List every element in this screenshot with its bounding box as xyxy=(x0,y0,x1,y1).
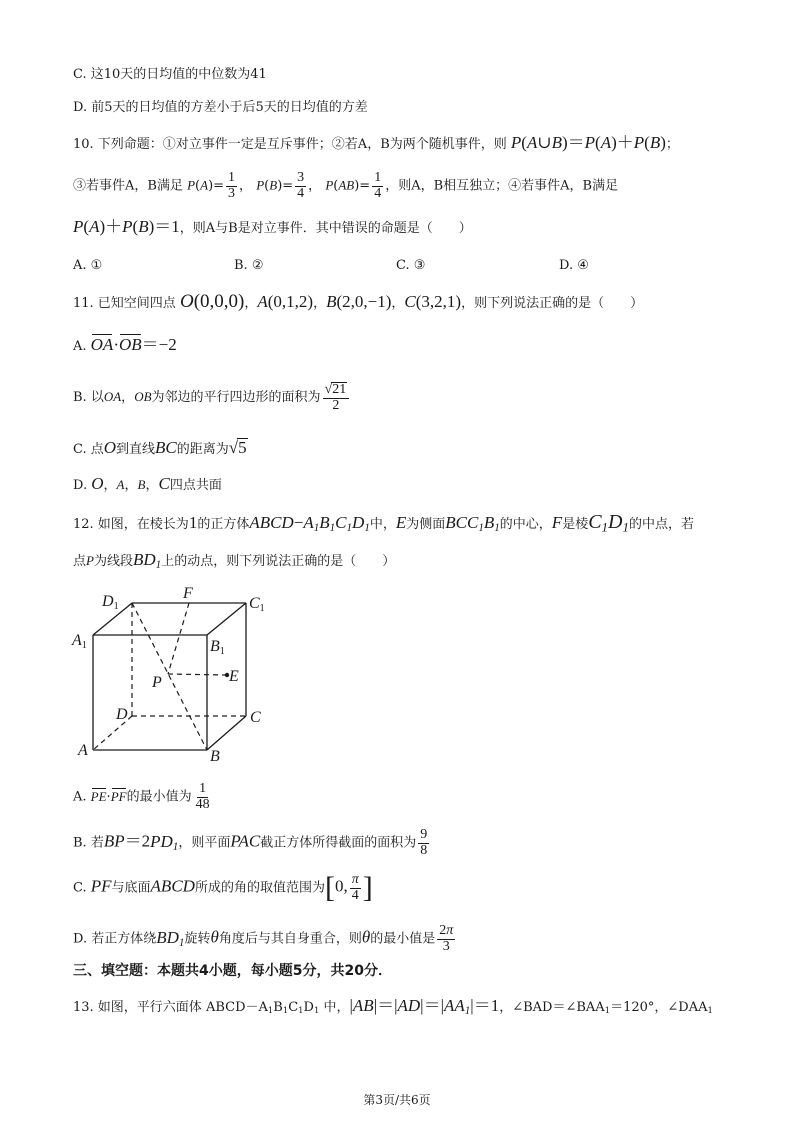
q11-stem: 11. 已知空间四点 O(0,0,0)，A(0,1,2)，B(2,0,−1)，C(3,2,1)，则下列说法正确的是（ ） xyxy=(73,291,644,312)
q10-option-a: A. ① xyxy=(73,258,103,273)
label-e: E xyxy=(229,668,239,685)
label-b: B xyxy=(210,748,220,765)
q12-option-a: A. PE·PF的最小值为 $\frac{1}{48}$ xyxy=(73,781,210,812)
label-a: A xyxy=(78,742,88,759)
q12-stem-line-2: 点P为线段$BD_1$上的动点，则下列说法正确的是（ ） xyxy=(73,550,396,571)
q12-option-d: D. 若正方体绕$BD_1$旋转θ角度后与其自身重合，则θ的最小值是 $\frac{2\pi}{3}$ xyxy=(73,923,454,954)
q9-option-c: C. 这10天的日均值的中位数为41 xyxy=(73,67,267,82)
q12-stem-line-1: 12. 如图，在棱长为1的正方体$ABCD-A_1B_1C_1D_1$中，E为侧面$BCC_1B_1$的中心，F是棱$C_1D_1$的中点，若 xyxy=(73,511,695,535)
q11-option-a: A. OA·OB＝−2 xyxy=(73,335,177,354)
section-3-heading: 三、填空题：本题共4小题，每小题5分，共20分． xyxy=(73,963,392,979)
label-p: P xyxy=(152,674,162,691)
page-number: 第3页/共6页 xyxy=(363,1093,431,1107)
q10-line-2: ③若事件A，B满足 P(A)= $\frac{1}{3}$ ， P(B)= $\frac{3}{4}$ ， P(AB)= $\frac{1}{4}$ ，则A，B相互独立；④若事件A，B满足 xyxy=(73,170,619,201)
cube-figure xyxy=(70,585,280,765)
q10-option-b: B. ② xyxy=(234,258,264,273)
label-c: C xyxy=(250,709,261,726)
label-a1: A1 xyxy=(72,632,87,651)
q11-option-d: D. O，A，B，C四点共面 xyxy=(73,474,222,493)
label-d1: D1 xyxy=(102,593,119,612)
label-c1: C1 xyxy=(249,595,265,614)
q11-option-c: C. 点O到直线BC的距离为√5 xyxy=(73,438,247,457)
q12-option-c: C. PF与底面ABCD所成的角的取值范围为[0, $\frac{\pi}{4}$ ] xyxy=(73,871,373,905)
q10-option-c: C. ③ xyxy=(396,258,426,273)
label-b1: B1 xyxy=(210,638,225,657)
label-d: D xyxy=(116,706,128,723)
q13-text: 13. 如图，平行六面体 $ABCD-A_1B_1C_1D_1$ 中，$|AB|=|AD|=|AA_1|=1$，$\angle BAD=\angle BAA_1=120^\circ$，$\angle DAA_1$ xyxy=(73,996,713,1017)
q9-option-d: D. 前5天的日均值的方差小于后5天的日均值的方差 xyxy=(73,100,368,115)
q10-line-3: P(A)＋P(B)＝1，则A与B是对立事件．其中错误的命题是（ ） xyxy=(73,217,472,236)
q10-option-d: D. ④ xyxy=(559,258,589,273)
label-f: F xyxy=(183,585,193,602)
q11-option-b: B. 以OA，OB为邻边的平行四边形的面积为 $\frac{√21}{2}$ xyxy=(73,382,351,413)
q12-option-b: B. 若$BP=2PD_1$，则平面PAC截正方体所得截面的面积为 $\frac{9}{8}$ xyxy=(73,827,428,858)
q10-line-1: 10. 下列命题：①对立事件一定是互斥事件；②若A，B为两个随机事件，则 P(A∪B)＝P(A)＋P(B)； xyxy=(73,133,679,152)
